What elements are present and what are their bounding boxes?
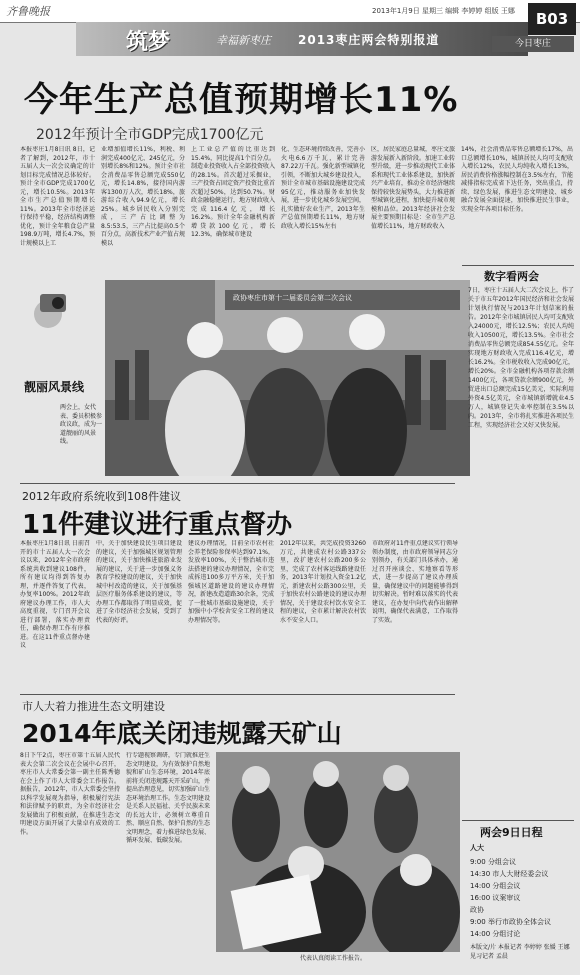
- paper-name: 齐鲁晚报: [6, 5, 50, 18]
- divider: [462, 265, 574, 266]
- story1-column: 上工业总产值的比重达到15.4%，同比提高1个百分点。制造业投资收入占全部投资收入的28.1%。首次超过采掘业，三产投资占固定资产投资比重首次超过50%，达到50.7%。财政金融稳健运行，地方财政收入完成116.4亿元，增长16.2%。预计全年金融机构新增贷款100亿元，增长12.3%，确保城市建设: [191, 146, 275, 238]
- schedule-list: [470, 856, 574, 940]
- sidebar1-title: 数字看两会: [484, 270, 539, 283]
- special-banner: [76, 22, 528, 56]
- schedule-line: 政协: [470, 906, 484, 914]
- schedule-line: 9:00 分组会议: [470, 858, 516, 866]
- story2-column: 2012年以来，共完成投资3260万元，共建成农村公路337公里，改扩建农村公路200多公里，完成了农村客运线路建设任务，2013年计划投入资金1.2亿元，新建农村公路300公里，关于加快农村公路建设的建议办理情况，关于建设农村饮水安全工程的建议，全市累计解决农村饮水不安全人口。: [280, 540, 366, 624]
- divider: [462, 820, 574, 821]
- schedule-line: 14:00 分组讨论: [470, 930, 521, 938]
- schedule-line: 14:00 分组会议: [470, 882, 521, 890]
- page-number: B03: [528, 3, 576, 35]
- story2-kicker: 2012年政府系统收到108件建议: [22, 490, 181, 503]
- story1-column: 业增加值增长11%，利税、利润完成400亿元、245亿元，分别增长8%和12%。预计全市社会消费品零售总额完成550亿元，增长14.8%，接待国内游客1300万人次，增长18%，旅游综合收入94.9亿元，增长25%。城乡居民收入分别完成，三产占比调整为8.5:53.5，三产占比提高0.5个百分点，高新技术产业产值占规模以: [101, 146, 185, 247]
- story3-column: 行专题视察调研，专门就推进生态文明建设，为有效保护自然地貌和矿山生态环境，2014年底前将关闭违规露天开采矿山，并提出治理意见，切实加强矿山生态环境治理工作。生态文明建设是关系人民福祉、关乎民族未来的长远大计，必须树立尊重自然、顺应自然、保护自然的生态文明理念，着力推进绿色发展、循环发展、低碳发展。: [126, 752, 210, 844]
- story3-headline: 2014年底关闭违规露天矿山: [22, 719, 342, 748]
- story3-column: 8日下午2点，枣庄市第十五届人民代表大会第二次会议在会展中心召开，枣庄市人大常委会第一副主任陈秀德在会上作了市人大常委会工作报告。据报告，2012年，市人大常委会坚持以科学发展观为指导，积极履行宪法和法律赋予的职责，为全市经济社会发展做出了积极贡献，在推进生态文明建设方面开展了大量卓有成效的工作。: [20, 752, 120, 836]
- schedule-line: 16:00 议案审议: [470, 894, 521, 902]
- delegates-reading-photo: [216, 752, 460, 952]
- dateline: 2013年1月9日 星期三 编辑 李婷婷 组版 王娜: [372, 7, 515, 15]
- story1-column: 本报枣庄1月8日讯 8日，记者了解到，2012年，市十五届人大一次会议确定的计划目标完成情况总体较好。预计全市GDP完成1700亿元，增长10.5%。2013年全市生产总值预期增长11%。2013年全市经济运行保持平稳，经济结构调整优化，预计全年粮食总产量198.9万吨，增长4.7%，预计规模以上工: [20, 146, 95, 247]
- photo1-caption: 两会上，女代表、委员积极参政议政，成为一道靓丽的风景线。: [60, 404, 103, 445]
- story2-column: 建议办理情况，目前全市农村社会养老保险参保率达到97.1%，发放率100%，关于整治城市违法搭建的建议办理情况，全市完成拆违100多万平方米，关于加强城区道路建设的建议办理情况，新建改造道路30余条，完成了一批城市基础设施建设，关于加强中小学校舍安全工程的建议办理情况等。: [188, 540, 274, 624]
- story1-subhead: 2012年预计全市GDP完成1700亿元: [36, 127, 264, 143]
- banner-slogan: 幸福新枣庄: [216, 34, 271, 47]
- divider: [20, 694, 455, 695]
- women-delegates-photo: [105, 280, 470, 476]
- story2-column: 市政府对11件重点建议实行领导领办制度，由市政府领导同志分别领办，有关部门具体承办，通过召开座谈会、实地察看等形式，进一步提高了建议办理质量，确保建议中的问题能够得到切实解决。暂时难以落实的代表建议，在办复中向代表作出解释说明，确保代表满意，工作取得了实效。: [372, 540, 458, 624]
- banner-special-title: 2013枣庄两会特别报道: [298, 33, 440, 47]
- schedule-subtitle: 人大: [470, 844, 484, 852]
- story1-column: 区，居民家庭总量城，枣庄文旅游发展新入新阶段。加速工业转型升级，进一步推动现代工业体系和现代工业体系建设，加快新兴产业培育，推动全市经济继续保持较快发展势头，大力推进新型城镇化进程，加快提升城市规模和品位。2013年经济社会发展主要预期目标是：全市生产总值增长11%，地方财政收入: [371, 146, 455, 230]
- masthead: [0, 0, 580, 23]
- photo2-scene: [216, 752, 460, 952]
- story2-column: 本报枣庄1月8日讯 日前召开的市十五届人大一次会议以来，2012年全市政府系统共收到建议108件，所有建议均得到答复办理，并逐件答复了代表，办复率100%。2012年政府建议办理工作，市人大高度重视，专门召开会议进行部署，落实办理责任，确保办理工作有序推进。在这11件重点督办建议: [20, 540, 90, 649]
- story1-column: 14%，社会消费品零售总额增长17%，出口总额增长10%，城镇居民人均可支配收入增长12%，农民人均纯收入增长13%，居民消费价格涨幅控制在3.5%左右，节能减排指标完成省下达任务，突出重点，持续、绿色发展，推进生态文明建设、城乡融合发展全面提速，加快推进民生事业，实现全年各项目标任务。: [461, 146, 573, 213]
- story1-column: 化、生态环境持续改善，完善小火电6.6万千瓦，累计完善87.22万千瓦。强化新型城镇化引领，不断加大城乡建设投入，预计全市城市基础设施建设完成95亿元，推动服务业加快发展，进一步优化城乡发展空间，扎实做好农业生产，2013年生产总值预期增长11%，地方财政收入增长15%左右: [281, 146, 365, 230]
- story1-headline: 今年生产总值预期增长11%: [24, 80, 459, 120]
- camera-icon: [28, 288, 74, 334]
- banner-logo: 筑梦: [126, 29, 171, 55]
- story3-kicker: 市人大着力推进生态文明建设: [22, 700, 165, 713]
- sidebar1-text: 7日，枣庄十五届人大二次会议上，作了关于市五年2012年国民经济和社会发展计划执行情况与2013年计划草案的报告。2012年全市城镇居民人均可支配收入24000元，增长12.5%；农民人均纯收入10500元，增长13.5%。全市社会消费品零售总额完成854.55亿元。全年实现地方财政收入完成116.4亿元，增长16.2%。全市税收收入完成90亿元，增长20%。全市金融机构各项存款余额1400亿元，各项贷款余额900亿元，外贸进出口总额完成15亿美元，实际利用外资4.5亿美元，全市城镇新增就业4.5万人，城镇登记失业率控制在3.5%以内。2013年，全市将扎实推进各项民生工程，实现经济社会又好又快发展。: [468, 287, 574, 429]
- photo1-title: 靓丽风景线: [24, 380, 85, 394]
- photo2-caption: 代表认真阅读工作报告。: [300, 955, 367, 962]
- divider: [20, 483, 455, 484]
- story2-headline: 11件建议进行重点督办: [22, 510, 293, 540]
- photo1-scene-banner-text: 政协枣庄市第十二届委员会第二次会议: [233, 294, 352, 302]
- schedule-line: 9:00 举行市政协全体会议: [470, 918, 551, 926]
- sidebar2-title: 两会9日日程: [480, 826, 543, 839]
- story2-column: 中，关于加快建设民生项目建设的建议，关于加强城区规划管理的建议，关于加快推进旅游业发展的建议，关于进一步加强义务教育学校建设的建议，关于加快城中村改造的建议，关于加强基层医疗服务体系建设的建议，等办理工作都取得了明显成效，促进了全市经济社会发展，受到了代表的好评。: [96, 540, 182, 624]
- section-label: 今日枣庄: [492, 36, 574, 52]
- photo-scene: [105, 280, 470, 476]
- schedule-line: 14:30 市人大财经委会议: [470, 870, 549, 878]
- credits: 本版文/片 本报记者 李婷婷 张媛 王娜 见习记者 孟晨: [470, 944, 570, 960]
